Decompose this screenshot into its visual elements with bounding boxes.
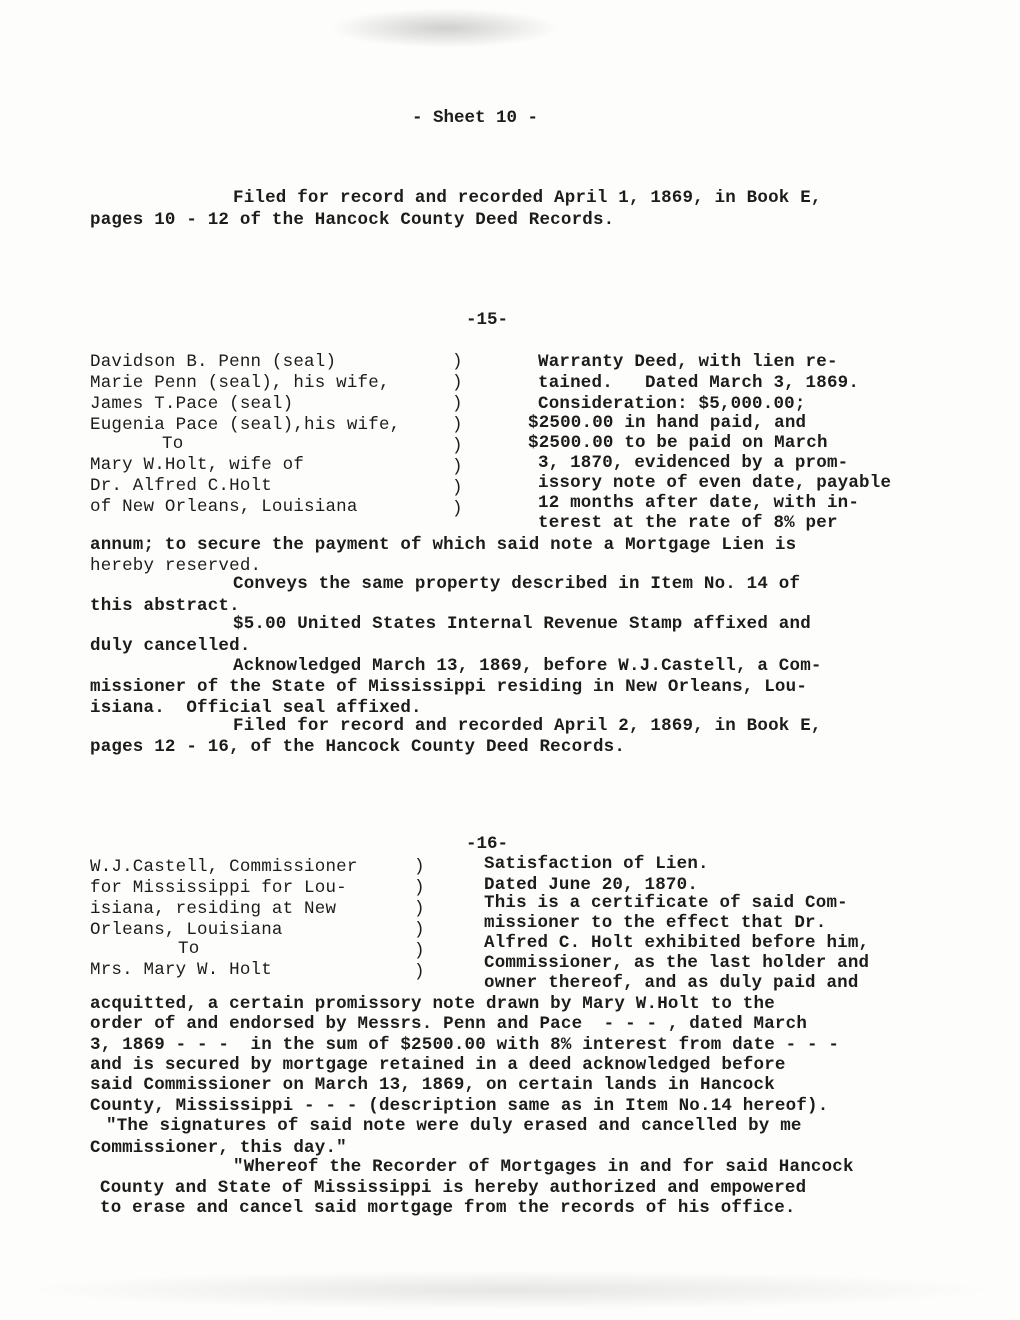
sheet-title: - Sheet 10 - <box>412 108 539 128</box>
body-line: "The signatures of said note were duly erased and cancelled by me <box>106 1116 802 1136</box>
summary-line: Consideration: $5,000.00; <box>538 394 806 414</box>
body-line: County and State of Mississippi is hereby authorized and empowered <box>100 1178 807 1198</box>
party-line: Dr. Alfred C.Holt <box>90 476 272 496</box>
scan-smudge <box>330 8 560 48</box>
summary-line: $2500.00 in hand paid, and <box>528 413 807 433</box>
party-line: W.J.Castell, Commissioner <box>90 857 358 877</box>
body-line: missioner of the State of Mississippi residing in New Orleans, Lou- <box>90 677 808 697</box>
summary-line: owner thereof, and as duly paid and <box>484 973 859 993</box>
party-line: To <box>178 939 200 959</box>
summary-line: missioner to the effect that Dr. <box>484 913 827 933</box>
body-line: duly cancelled. <box>90 636 251 656</box>
party-line: To <box>162 434 184 454</box>
party-line: Marie Penn (seal), his wife, <box>90 373 390 393</box>
summary-line: 3, 1870, evidenced by a prom- <box>538 453 849 473</box>
body-line: "Whereof the Recorder of Mortgages in and for said Hancock <box>233 1157 854 1177</box>
summary-line: This is a certificate of said Com- <box>484 893 848 913</box>
party-line: Mary W.Holt, wife of <box>90 455 305 475</box>
body-line: Commissioner, this day." <box>90 1138 347 1158</box>
summary-line: terest at the rate of 8% per <box>538 513 838 533</box>
summary-line: Satisfaction of Lien. <box>484 854 709 874</box>
item-number: -15- <box>466 310 509 330</box>
summary-line: $2500.00 to be paid on March <box>528 433 828 453</box>
body-line: Filed for record and recorded April 2, 1869, in Book E, <box>233 716 822 736</box>
party-line: of New Orleans, Louisiana <box>90 497 358 517</box>
body-line: to erase and cancel said mortgage from the records of his office. <box>100 1198 796 1218</box>
summary-line: Dated June 20, 1870. <box>484 875 699 895</box>
party-line: Mrs. Mary W. Holt <box>90 960 272 980</box>
summary-line: issory note of even date, payable <box>538 473 892 493</box>
summary-line: Alfred C. Holt exhibited before him, <box>484 933 870 953</box>
party-line: Davidson B. Penn (seal) <box>90 352 337 372</box>
body-line: Conveys the same property described in Item No. 14 of <box>233 574 801 594</box>
body-line: this abstract. <box>90 596 240 616</box>
body-line: 3, 1869 - - - in the sum of $2500.00 with 8% interest from date - - - <box>90 1035 840 1055</box>
party-line: James T.Pace (seal) <box>90 394 294 414</box>
party-line: for Mississippi for Lou- <box>90 878 347 898</box>
body-line: acquitted, a certain promissory note drawn by Mary W.Holt to the <box>90 994 775 1014</box>
body-line: $5.00 United States Internal Revenue Stamp affixed and <box>233 614 811 634</box>
party-line: isiana, residing at New <box>90 899 337 919</box>
body-line: hereby reserved. <box>90 556 262 576</box>
body-line: pages 12 - 16, of the Hancock County Deed Records. <box>90 737 626 757</box>
body-line: order of and endorsed by Messrs. Penn and Pace - - - , dated March <box>90 1014 808 1034</box>
body-line: and is secured by mortgage retained in a deed acknowledged before <box>90 1055 786 1075</box>
party-line: Orleans, Louisiana <box>90 920 283 940</box>
item-number: -16- <box>466 834 509 854</box>
party-line: Eugenia Pace (seal),his wife, <box>90 415 401 435</box>
intro-line: Filed for record and recorded April 1, 1869, in Book E, <box>233 188 822 208</box>
summary-line: Commissioner, as the last holder and <box>484 953 870 973</box>
summary-line: 12 months after date, with in- <box>538 493 860 513</box>
summary-line: Warranty Deed, with lien re- <box>538 352 838 372</box>
scan-smudge <box>20 1270 1000 1310</box>
summary-line: tained. Dated March 3, 1869. <box>538 373 860 393</box>
document-page: - Sheet 10 - Filed for record and recorded April 1, 1869, in Book E, pages 10 - 12 of the Hancock County Deed Records. -15- Davidson B. Penn (seal) Marie Penn (seal), his wife, James T.Pace (seal) Eugenia Pace (seal),his wife, To Mary W.Holt, wife of Dr. Alfred C.Holt of New Orleans, Louisiana ) ) ) ) ) ) ) ) Warranty Deed, with lien re- tained. Dated March 3, 1869. Consideration: $5,000.00; $2500.00 in hand paid, and $2500.00 to be paid on March 3, 1870, evidenced by a prom- issory note of even date, payable 12 months after date, with in- terest at the rate of 8% per annum; to secure the payment of which said note a Mortgage Lien is hereby reserved. Conveys the same property described in Item No. 14 of this abstract. $5.00 United States Internal Revenue Stamp affixed and duly cancelled. Acknowledged March 13, 1869, before W.J.Castell, a Com- missioner of the State of Mississippi residing in New Orleans, Lou- isiana. Official seal affixed. Filed for record and recorded April 2, 1869, in Book E, pages 12 - 16, of the Hancock County Deed Records. -16- W.J.Castell, Commissioner for Mississippi for Lou- isiana, residing at New Orleans, Louisiana To Mrs. Mary W. Holt ) ) ) ) ) ) Satisfaction of Lien. Dated June 20, 1870. This is a certificate of said Com- missioner to the effect that Dr. Alfred C. Holt exhibited before him, Commissioner, as the last holder and owner thereof, and as duly paid and acquitted, a certain promissory note drawn by Mary W.Holt to the order of and endorsed by Messrs. Penn and Pace - - - , dated March 3, 1869 - - - in the sum of $2500.00 with 8% interest from date - - - and is secured by mortgage retained in a deed acknowledged before said Commissioner on March 13, 1869, on certain lands in Hancock County, Mississippi - - - (description same as in Item No.14 hereof). "The signatures of said note were duly erased and cancelled by me Commissioner, this day." "Whereof the Recorder of Mortgages in and for said Hancock County and State of Mississippi is hereby authorized and empowered to erase and cancel said mortgage from the records of his office. <box>0 0 1020 1320</box>
body-line: annum; to secure the payment of which said note a Mortgage Lien is <box>90 535 797 555</box>
body-line: said Commissioner on March 13, 1869, on certain lands in Hancock <box>90 1075 775 1095</box>
body-line: County, Mississippi - - - (description same as in Item No.14 hereof). <box>90 1096 829 1116</box>
body-line: isiana. Official seal affixed. <box>90 698 422 718</box>
body-line: Acknowledged March 13, 1869, before W.J.Castell, a Com- <box>233 656 822 676</box>
intro-line: pages 10 - 12 of the Hancock County Deed Records. <box>90 210 615 230</box>
